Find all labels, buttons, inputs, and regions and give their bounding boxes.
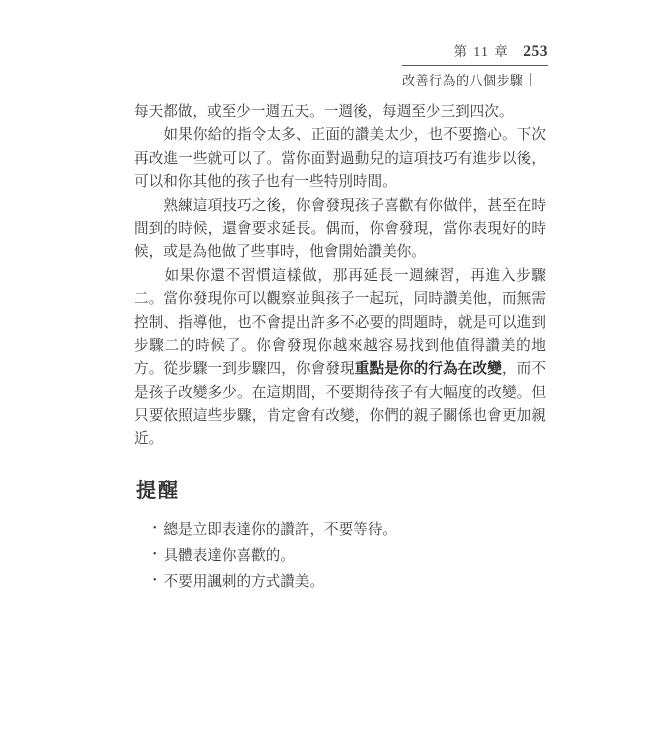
header-divider-bar — [530, 73, 531, 86]
page-header — [402, 40, 548, 89]
body-line — [134, 358, 546, 381]
body-line: 近。 — [134, 431, 164, 448]
body-line: 再改進一些就可以了。當你面對過動兒的這項技巧有進步以後， — [134, 150, 546, 167]
body-text — [134, 101, 546, 452]
bullet-icon: • — [153, 575, 157, 586]
body-line: 只要依照這些步驟，肯定會有改變，你們的親子關係也會更加親 — [134, 408, 546, 425]
reminder-heading: 提醒 — [136, 480, 180, 502]
chapter-label: 第 11 章 — [453, 44, 510, 59]
reminder-item — [153, 517, 397, 543]
body-line: 步驟二的時候了。你會發現你越來越容易找到他值得讚美的地 — [134, 337, 546, 354]
body-line-segment: 方。從步驟一到步驟四，你會發現 — [134, 361, 355, 378]
page-number: 253 — [523, 43, 548, 60]
body-line: 熟練這項技巧之後，你會發現孩子喜歡有你做伴，甚至在時 — [134, 197, 546, 214]
body-line: 間到的時候，還會要求延長。偶而，你會發現，當你表現好的時 — [134, 220, 546, 237]
body-line: 如果你還不習慣這樣做，那再延長一週練習，再進入步驟 — [134, 267, 546, 284]
bullet-text: 總是立即表達你的讚許，不要等待。 — [163, 522, 398, 538]
body-line: 每天都做，或至少一週五天。一週後，每週至少三到四次。 — [134, 104, 514, 120]
header-title-row — [402, 66, 548, 89]
bullet-text: 不要用諷刺的方式讚美。 — [163, 574, 325, 590]
body-line: 二。當你發現你可以觀察並與孩子一起玩，同時讚美他，而無需 — [134, 291, 546, 308]
body-line-segment: ，而不 — [501, 361, 546, 378]
body-line: 候，或是為他做了些事時，他會開始讚美你。 — [134, 244, 426, 261]
bullet-icon: • — [153, 549, 157, 560]
body-line: 是孩子改變多少。在這期間，不要期待孩子有大幅度的改變。但 — [134, 384, 546, 401]
reminder-list — [153, 517, 397, 595]
chapter-title: 改善行為的八個步驟 — [402, 73, 524, 88]
bullet-text: 具體表達你喜歡的。 — [163, 548, 295, 564]
body-line: 可以和你其他的孩子也有一些特別時間。 — [134, 174, 397, 191]
header-top-row — [402, 40, 548, 66]
reminder-item — [153, 543, 397, 569]
body-line: 如果你給的指令太多、正面的讚美太少，也不要擔心。下次 — [134, 127, 546, 144]
bullet-icon: • — [153, 523, 157, 534]
body-line: 控制、指導他，也不會提出許多不必要的問題時，就是可以進到 — [134, 314, 546, 331]
reminder-item — [153, 569, 397, 595]
bold-emphasis: 重點是你的行為在改變 — [354, 361, 502, 378]
